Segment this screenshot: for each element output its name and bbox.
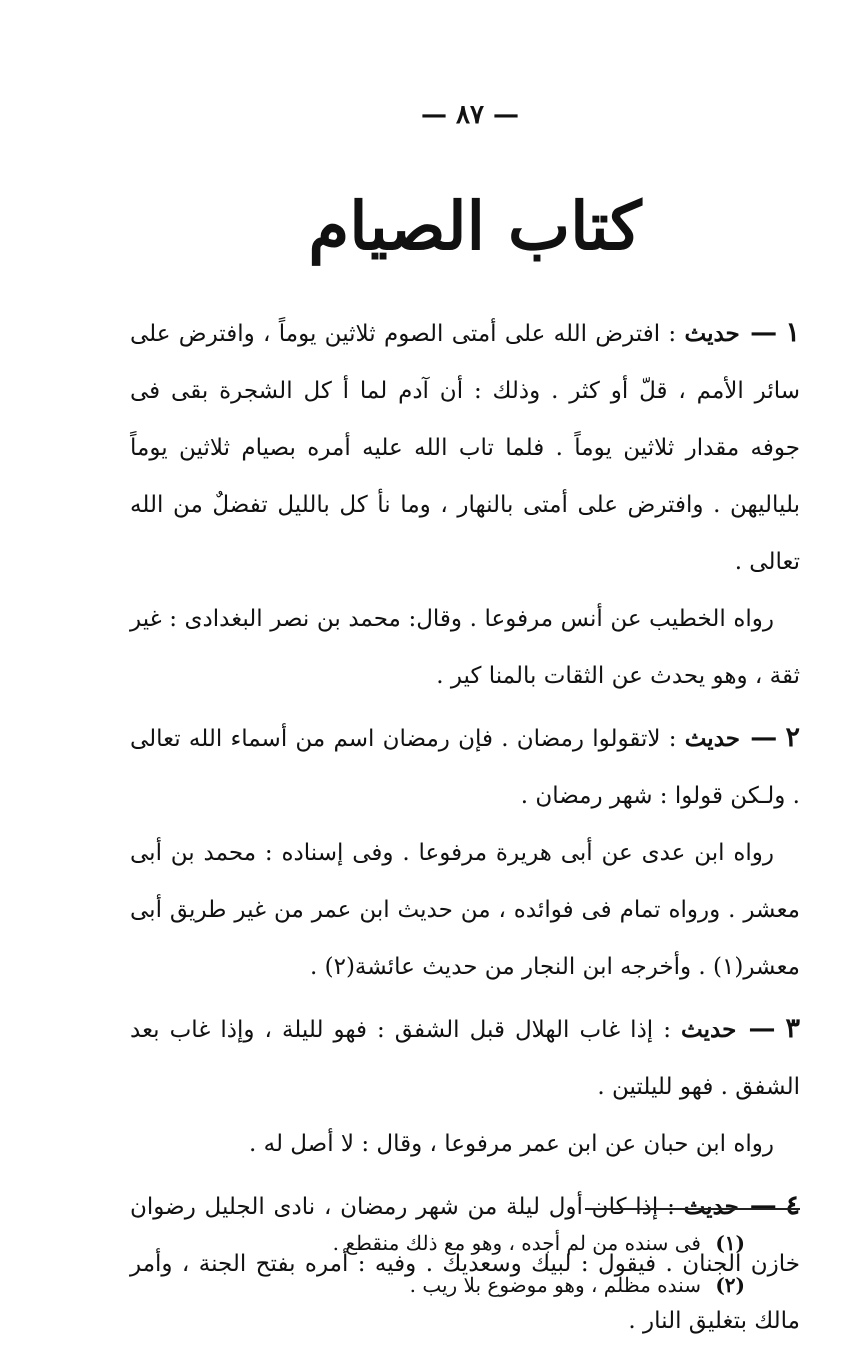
footnote-text: سنده مظلم ، وهو موضوع بلا ريب . — [409, 1273, 701, 1297]
hadith-3 — [130, 1000, 800, 1116]
hadith-keyword: حديث — [683, 1193, 739, 1220]
hadith-1 — [130, 304, 800, 591]
footnotes — [185, 1222, 745, 1306]
footnote-divider — [585, 1208, 800, 1210]
hadith-text: : إذا غاب الهلال قبل الشفق : فهو لليلة ، وإذا غاب بعد الشفق . فهو لليلتين . — [130, 1017, 800, 1100]
chapter-title: كتاب الصيام — [308, 187, 642, 265]
hadith-number: ٤ — [785, 1190, 801, 1221]
hadith-keyword: حديث — [681, 1016, 737, 1043]
dash: — — [738, 1190, 777, 1221]
footnote-mark: (١) — [715, 1231, 745, 1255]
hadith-number: ٢ — [785, 722, 801, 753]
dash: — — [739, 722, 778, 753]
footnote-1 — [185, 1222, 745, 1264]
hadith-2 — [130, 709, 800, 825]
footnote-2 — [185, 1264, 745, 1306]
hadith-number: ١ — [785, 317, 801, 348]
hadith-3-source: رواه ابن حبان عن ابن عمر مرفوعا ، وقال : لا أصل له . — [248, 1131, 774, 1157]
hadith-text: : إذا كان أول ليلة من شهر رمضان ، نادى الجليل رضوان خازن الجنان . فيقول : لبيك وسعديك . وفيه : أمره بفتح الجنة ، وأمر مالك بتغليق النار . — [130, 1194, 800, 1334]
footnote-mark: (٢) — [715, 1273, 745, 1297]
hadith-text: : افترض الله على أمتى الصوم ثلاثين يوماً ، وافترض على سائر الأمم ، قلّ أو كثر . وذلك : أن آدم لما أ كل الشجرة بقى فى جوفه مقدار ثلاثين يوماً . فلما تاب الله عليه أمره بصيام ثلاثين يوماً بلياليهن . وافترض على أمتى بالنهار ، وما نأ كل بالليل تفضلٌ من الله تعالى . — [130, 321, 800, 575]
hadith-1-source: رواه الخطيب عن أنس مرفوعا . وقال: محمد بن نصر البغدادى : غير ثقة ، وهو يحدث عن الثقات بالمنا كير . — [130, 606, 800, 689]
page-number: — ٨٧ — — [420, 100, 520, 130]
hadith-text: : لاتقولوا رمضان . فإن رمضان اسم من أسماء الله تعالى . ولـكن قولوا : شهر رمضان . — [130, 726, 800, 809]
dash: — — [736, 1013, 776, 1044]
hadith-keyword: حديث — [684, 320, 740, 347]
hadith-2-source: رواه ابن عدى عن أبى هريرة مرفوعا . وفى إسناده : محمد بن أبى معشر . ورواه تمام فى فوائده ، من حديث ابن عمر من غير طريق أبى معشر(١) . وأخرجه ابن النجار من حديث عائشة(٢) . — [130, 840, 800, 980]
chapter-body — [130, 300, 800, 1350]
dash: — — [739, 317, 778, 348]
hadith-keyword: حديث — [684, 725, 740, 752]
hadith-number: ٣ — [785, 1013, 801, 1044]
footnote-text: فى سنده من لم أجده ، وهو مع ذلك منقطع . — [332, 1231, 701, 1255]
